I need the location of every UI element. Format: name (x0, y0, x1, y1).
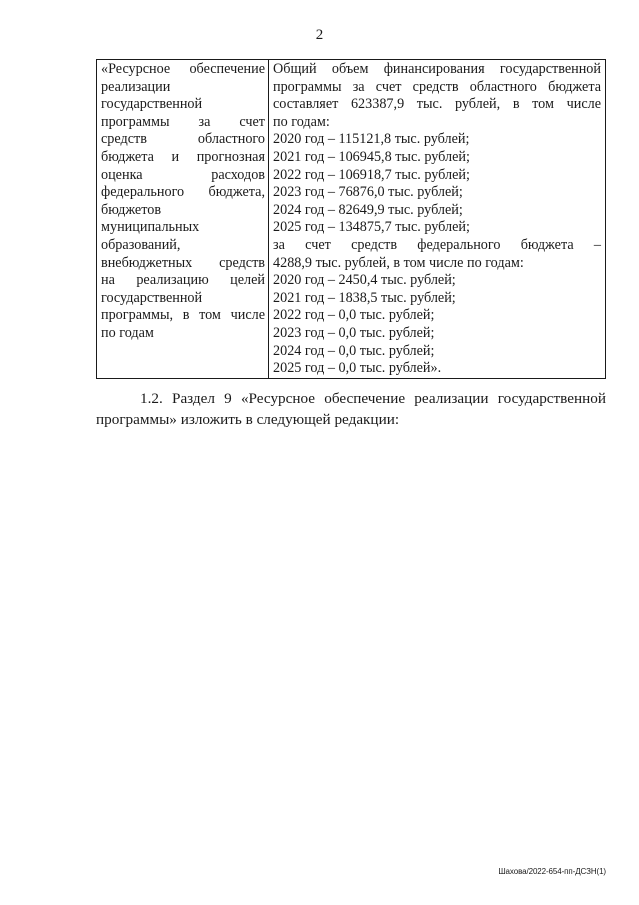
value-line: 2020 год – 115121,8 тыс. рублей; (273, 131, 470, 148)
value-line: программы за счет средств областного бюджета (273, 78, 601, 95)
label-line: программы за счет (101, 113, 265, 130)
value-line: 2022 год – 0,0 тыс. рублей; (273, 307, 435, 324)
label-line: на реализацию целей (101, 272, 265, 289)
value-line: Общий объем финансирования государственной (273, 61, 601, 77)
label-line: муниципальных (101, 219, 200, 236)
label-line: государственной (101, 96, 203, 113)
paragraph-line: программы» изложить в следующей редакции: (96, 411, 400, 428)
value-line: 2025 год – 0,0 тыс. рублей». (273, 360, 442, 377)
label-line: федерального бюджета, (101, 184, 265, 201)
label-line: реализации (101, 78, 171, 95)
label-line: средств областного (101, 131, 265, 148)
value-line: 4288,9 тыс. рублей, в том числе по годам: (273, 254, 524, 271)
label-line: по годам (101, 324, 154, 341)
value-line: 2024 год – 0,0 тыс. рублей; (273, 342, 435, 359)
value-line: по годам: (273, 113, 330, 130)
table-row (97, 60, 606, 379)
value-line: 2024 год – 82649,9 тыс. рублей; (273, 201, 463, 218)
value-line: 2020 год – 2450,4 тыс. рублей; (273, 272, 456, 289)
label-line: программы, в том числе (101, 307, 265, 324)
label-line: оценка расходов (101, 166, 265, 183)
label-line: бюджетов (101, 201, 162, 218)
label-line: бюджета и прогнозная (101, 148, 265, 165)
value-line: за счет средств федерального бюджета – (273, 236, 601, 253)
value-line: 2023 год – 76876,0 тыс. рублей; (273, 184, 463, 201)
value-line: составляет 623387,9 тыс. рублей, в том числе (273, 96, 601, 113)
value-line: 2025 год – 134875,7 тыс. рублей; (273, 219, 470, 236)
table-cell-label (97, 60, 269, 379)
value-line: 2021 год – 1838,5 тыс. рублей; (273, 289, 456, 306)
amendment-paragraph (96, 388, 606, 430)
value-line: 2023 год – 0,0 тыс. рублей; (273, 324, 435, 341)
page-number: 2 (315, 27, 324, 43)
table-cell-value (269, 60, 606, 379)
document-code: Шахова/2022-654-пп-ДСЗН(1) (498, 867, 606, 876)
value-line: 2022 год – 106918,7 тыс. рублей; (273, 166, 470, 183)
label-line: государственной (101, 289, 203, 306)
resource-table (96, 59, 606, 379)
paragraph-line: 1.2. Раздел 9 «Ресурсное обеспечение реализации государственной (140, 390, 606, 407)
label-line: «Ресурсное обеспечение (101, 61, 265, 77)
value-line: 2021 год – 106945,8 тыс. рублей; (273, 148, 470, 165)
label-line: внебюджетных средств (101, 254, 265, 271)
label-line: образований, (101, 236, 181, 253)
